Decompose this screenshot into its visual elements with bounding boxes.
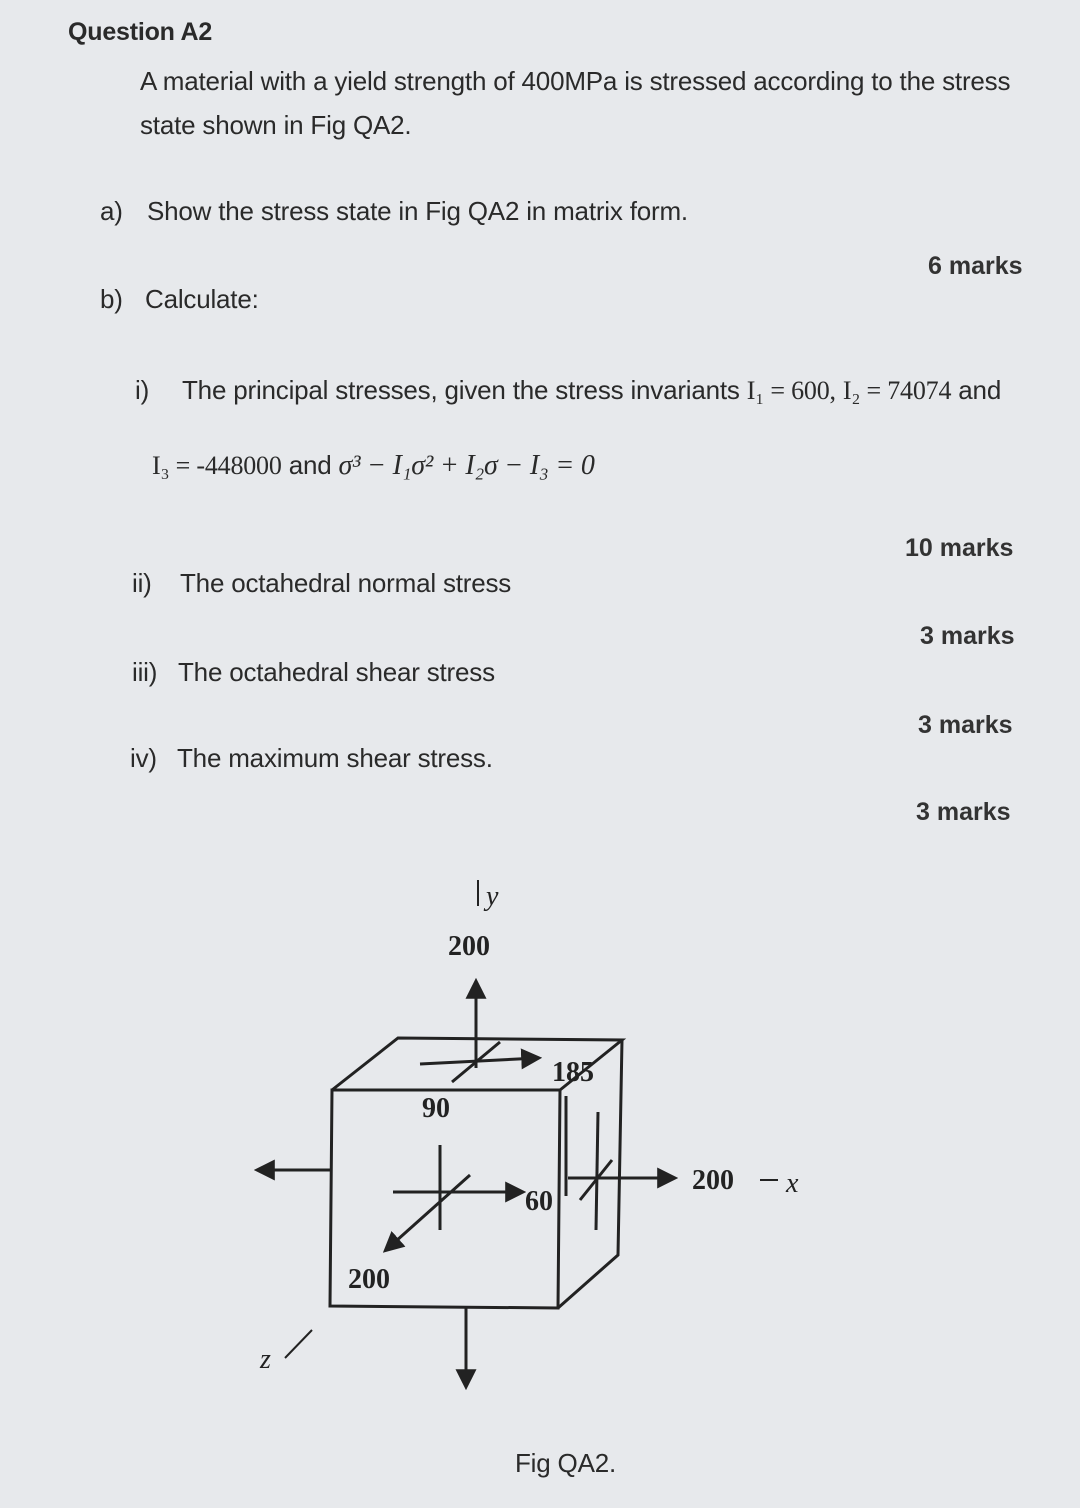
sigma-z-arrow [386,1175,470,1250]
part-b-i-marks: 10 marks [905,534,1014,562]
intro-line-1: A material with a yield strength of 400MPa is stressed according to the stress [140,66,1011,96]
part-b-i-label: i) [135,375,150,405]
z-axis-label: z [260,1344,271,1375]
sigma-x-label: 200 [692,1165,734,1196]
part-b-ii-marks: 3 marks [920,622,1015,650]
cubic-equation: σ³ − I₁σ² + I₂σ − I₃ = 0 [338,450,595,481]
tau-side-label: 60 [525,1186,553,1217]
y-axis-label: y [486,881,499,912]
part-b-iii-label: iii) [132,657,158,687]
question-title: Question A2 [68,18,213,46]
sigma-z-label: 200 [348,1264,390,1295]
part-b-iii-marks: 3 marks [918,711,1013,739]
part-a-marks: 6 marks [928,252,1023,280]
sigma-y-label: 200 [448,931,490,962]
figure-caption: Fig QA2. [515,1448,616,1478]
part-a-text: Show the stress state in Fig QA2 in matrix form. [147,196,688,226]
part-b-iv-marks: 3 marks [916,798,1011,826]
and-word: and [958,375,1002,405]
right-vertical-line-1 [596,1112,598,1230]
part-b-text: Calculate: [145,284,259,314]
part-b-ii-text: The octahedral normal stress [180,568,512,598]
part-b-i-intro: The principal stresses, given the stress invariants [182,375,740,405]
part-b-iv-text: The maximum shear stress. [177,743,493,773]
invariant-i2: I₂ = 74074 [842,376,952,405]
intro-line-2: state shown in Fig QA2. [140,110,412,140]
part-b-iv-label: iv) [130,743,157,773]
tau-top-label: 185 [552,1057,594,1088]
part-b-label: b) [100,284,123,314]
part-b-ii-label: ii) [132,568,152,598]
x-axis-label: x [786,1168,799,1199]
z-axis-mark [285,1330,312,1358]
tau-top-z-label: 90 [422,1093,450,1124]
invariant-i1: I₁ = 600, [746,376,836,405]
invariant-i3: I₃ = -448000 [152,451,282,480]
part-a-label: a) [100,196,123,226]
and-word-2: and [288,450,332,480]
part-b-iii-text: The octahedral shear stress [178,657,495,687]
